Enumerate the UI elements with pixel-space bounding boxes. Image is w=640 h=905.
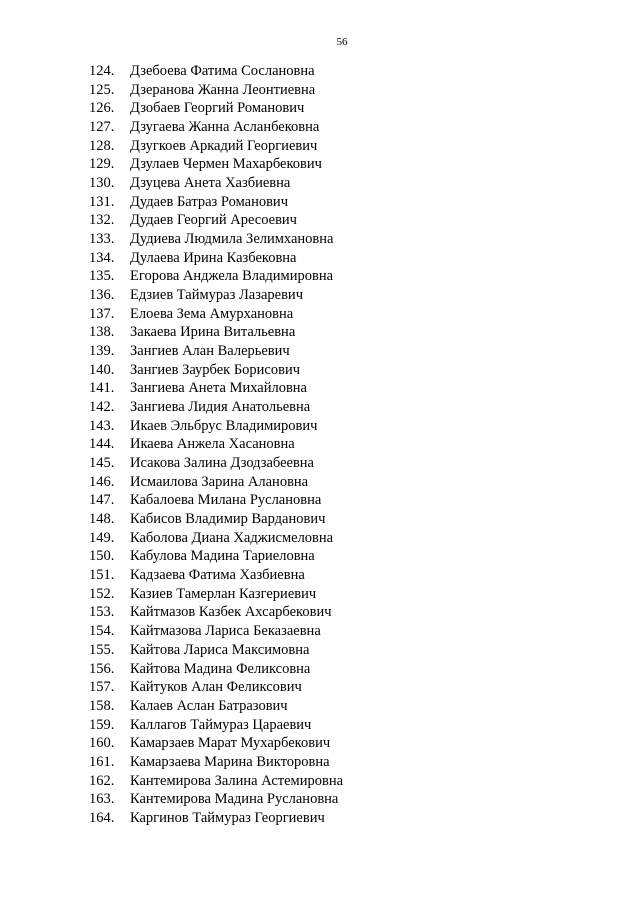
list-item-number: 139.	[89, 343, 115, 360]
list-item-number: 154.	[89, 623, 115, 640]
list-item-name: Икаева Анжела Хасановна	[130, 436, 295, 453]
list-item-number: 153.	[89, 604, 115, 621]
list-item-name: Дзулаев Чермен Махарбекович	[130, 156, 322, 173]
list-item-number: 125.	[89, 81, 115, 98]
list-item-name: Дзебоева Фатима Сослановна	[130, 63, 315, 79]
list-item-name: Исакова Залина Дзодзабеевна	[130, 455, 314, 472]
list-item-name: Зангиева Лидия Анатольевна	[130, 399, 311, 416]
list-item-name: Зангиев Алан Валерьевич	[130, 343, 290, 360]
list-item-name: Зангиев Заурбек Борисович	[130, 361, 300, 378]
list-item-number: 158.	[89, 697, 115, 714]
list-item-name: Дудаев Батраз Романович	[130, 193, 288, 210]
list-item-number: 137.	[89, 305, 115, 322]
list-item-name: Дудиева Людмила Зелимхановна	[130, 231, 334, 248]
list-item-name: Икаев Эльбрус Владимирович	[130, 417, 318, 434]
list-item-name: Зангиева Анета Михайловна	[130, 380, 307, 397]
list-item-name: Елоева Зема Амурхановна	[130, 305, 294, 322]
list-item-number: 140.	[89, 361, 115, 378]
list-item-name: Кайтуков Алан Феликсович	[130, 679, 302, 696]
list-item-number: 128.	[89, 137, 115, 154]
list-item-name: Кабисов Владимир Варданович	[130, 511, 326, 528]
list-item-number: 147.	[89, 492, 115, 509]
list-item-number: 149.	[89, 529, 115, 546]
list-item-number: 127.	[89, 119, 115, 136]
list-item-number: 144.	[89, 436, 115, 453]
list-item-name: Каллагов Таймураз Цараевич	[130, 716, 312, 733]
list-item-name: Исмаилова Зарина Алановна	[130, 473, 309, 490]
list-item-number: 129.	[89, 156, 115, 173]
page-number: 56	[336, 36, 348, 48]
list-item-number: 150.	[89, 548, 115, 565]
list-item-name: Камарзаев Марат Мухарбекович	[130, 735, 331, 752]
list-item-name: Кайтова Мадина Феликсовна	[130, 660, 311, 677]
list-item-name: Кайтмазов Казбек Ахсарбекович	[130, 604, 332, 621]
list-item-name: Кабалоева Милана Руслановна	[130, 492, 322, 509]
list-item-name: Каболова Диана Хаджисмеловна	[130, 529, 334, 546]
list-item-name: Дудаев Георгий Аресоевич	[130, 212, 297, 229]
list-item-number: 138.	[89, 324, 115, 341]
list-item-number: 160.	[89, 735, 115, 752]
list-item-number: 155.	[89, 641, 115, 658]
list-item-number: 161.	[89, 753, 115, 770]
list-item-number: 130.	[89, 175, 115, 192]
list-item-name: Кантемирова Залина Астемировна	[130, 772, 344, 789]
list-item-number: 151.	[89, 567, 115, 584]
list-item-name: Кадзаева Фатима Хазбиевна	[130, 567, 305, 584]
list-item-name: Кайтмазова Лариса Беказаевна	[130, 623, 321, 640]
list-item-number: 134.	[89, 249, 115, 266]
list-item-name: Кабулова Мадина Тариеловна	[130, 548, 315, 565]
list-item-name: Кайтова Лариса Максимовна	[130, 641, 310, 658]
list-item-number: 135.	[89, 268, 115, 285]
list-item-number: 159.	[89, 716, 115, 733]
list-item-name: Едзиев Таймураз Лазаревич	[130, 287, 303, 304]
list-item-name: Кантемирова Мадина Руслановна	[130, 791, 339, 808]
list-item-name: Дзобаев Георгий Романович	[130, 100, 305, 117]
list-item-name: Дулаева Ирина Казбековна	[130, 249, 297, 266]
list-item-name: Казиев Тамерлан Казгериевич	[130, 585, 317, 602]
list-item-number: 142.	[89, 399, 115, 416]
list-item-number: 157.	[89, 679, 115, 696]
list-item-number: 152.	[89, 585, 115, 602]
list-item-number: 164.	[89, 809, 115, 826]
list-item-number: 162.	[89, 772, 115, 789]
list-item-name: Дзугкоев Аркадий Георгиевич	[130, 137, 318, 154]
list-item-number: 131.	[89, 193, 115, 210]
list-item-number: 133.	[89, 231, 115, 248]
list-item-number: 143.	[89, 417, 115, 434]
list-item-number: 145.	[89, 455, 115, 472]
list-item-number: 124.	[89, 63, 115, 79]
list-item-name: Камарзаева Марина Викторовна	[130, 753, 330, 770]
list-item-name: Егорова Анджела Владимировна	[130, 268, 334, 285]
list-item-number: 126.	[89, 100, 115, 117]
list-item-number: 163.	[89, 791, 115, 808]
list-item-number: 141.	[89, 380, 115, 397]
list-item-name: Дзуцева Анета Хазбиевна	[130, 175, 291, 192]
list-item-name: Каргинов Таймураз Георгиевич	[130, 809, 325, 826]
list-item-number: 148.	[89, 511, 115, 528]
list-item-name: Закаева Ирина Витальевна	[130, 324, 296, 341]
list-item-number: 136.	[89, 287, 115, 304]
list-item-name: Дзеранова Жанна Леонтиевна	[130, 81, 316, 98]
list-item-name: Дзугаева Жанна Асланбековна	[130, 119, 320, 136]
list-item-number: 146.	[89, 473, 115, 490]
list-item-name: Калаев Аслан Батразович	[130, 697, 288, 714]
list-item-number: 132.	[89, 212, 115, 229]
list-item-number: 156.	[89, 660, 115, 677]
